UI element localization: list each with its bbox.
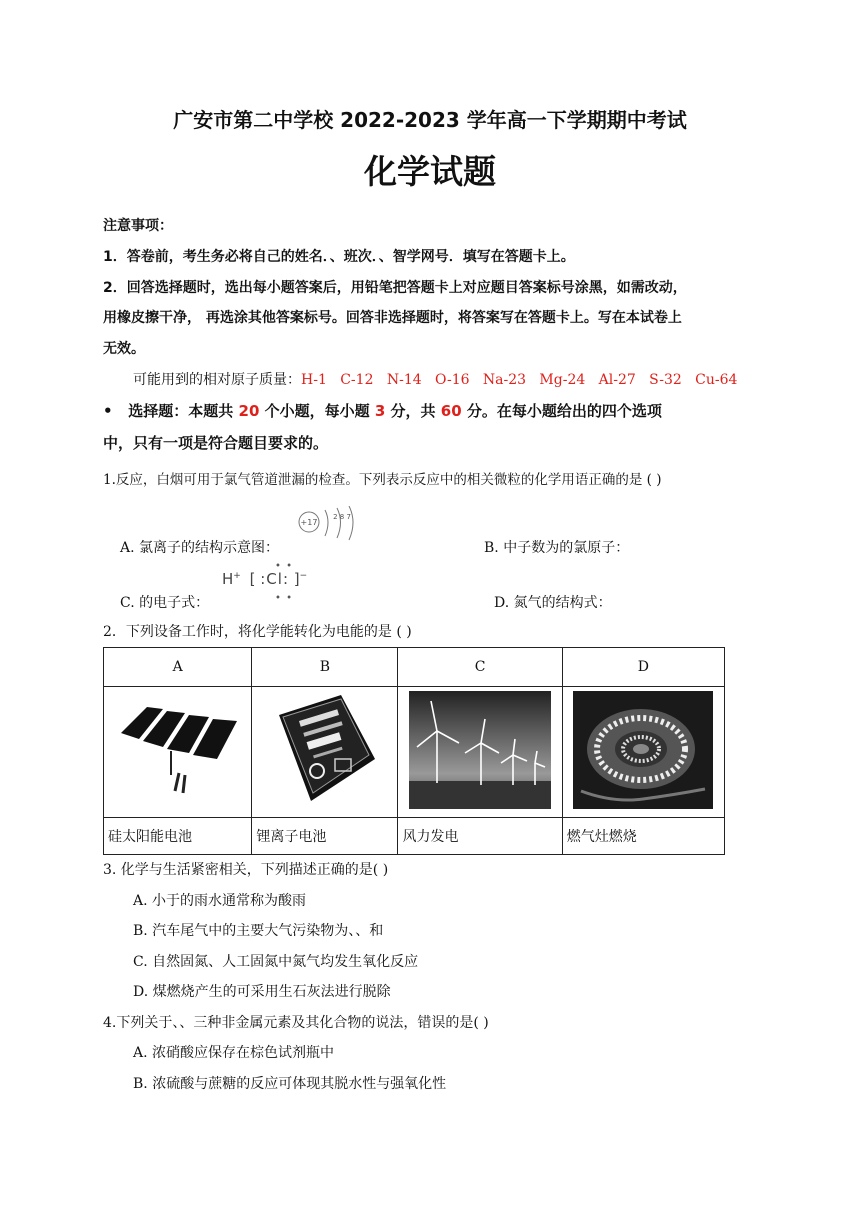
table-image-cell-a (104, 687, 252, 818)
wind-turbine-icon (409, 691, 551, 809)
atomic-mass-s: S-32 (649, 372, 682, 388)
notice-item-2-line-1: 2．回答选择题时，选出每小题答案后，用铅笔把答题卡上对应题目答案标号涂黑，如需改动， (103, 280, 687, 296)
gas-stove-icon (573, 691, 713, 809)
table-header-c: C (398, 648, 562, 687)
section-text-3: 分，共 (390, 402, 436, 420)
atomic-masses-line (133, 369, 737, 389)
table-header-a: A (104, 648, 252, 687)
table-caption-d: 燃气灶燃烧 (562, 818, 724, 855)
formula-cl: :Cl: (260, 570, 289, 588)
table-image-cell-b (252, 687, 398, 818)
question-4-option-a: A. 浓硝酸应保存在棕色试剂瓶中 (133, 1045, 335, 1061)
section-text-1: 选择题：本题共 (128, 402, 234, 420)
notice-heading: 注意事项： (103, 218, 173, 234)
formula-minus-sign: − (299, 571, 308, 581)
question-4-option-b: B. 浓硫酸与蔗糖的反应可体现其脱水性与强氧化性 (133, 1076, 447, 1092)
section-text-4: 分。在每小题给出的四个选项 (466, 402, 662, 420)
atomic-mass-mg: Mg-24 (539, 372, 586, 388)
notice-item-2-line-2: 用橡皮擦干净， 再选涂其他答案标号。回答非选择题时，将答案写在答题卡上。写在本试卷上 (103, 310, 682, 326)
formula-h: H (222, 570, 234, 588)
solar-panel-icon (113, 695, 243, 805)
atomic-mass-h: H-1 (301, 372, 327, 388)
hcl-electron-formula (222, 567, 307, 591)
table-header-b: B (252, 648, 398, 687)
exam-title: 广安市第二中学校 2022-2023 学年高一下学期期中考试 (173, 108, 687, 132)
diagram-nucleus-label: +17 (300, 518, 318, 527)
table-caption-c: 风力发电 (398, 818, 562, 855)
section-text-2: 个小题，每小题 (264, 402, 370, 420)
chloride-structure-diagram (296, 506, 366, 546)
question-3-option-c: C. 自然固氮、人工固氮中氮气均发生氧化反应 (133, 954, 419, 970)
question-2-table (103, 647, 725, 855)
question-3-option-a: A. 小于的雨水通常称为酸雨 (133, 893, 307, 909)
atomic-mass-n: N-14 (386, 372, 422, 388)
section-question-count: 20 (238, 402, 260, 420)
section-total-score: 60 (440, 402, 462, 420)
formula-dots-top: • • (275, 561, 293, 572)
atomic-mass-al: Al-27 (598, 372, 636, 388)
question-2-stem: 2．下列设备工作时，将化学能转化为电能的是 ( ) (103, 624, 412, 640)
table-image-cell-c (398, 687, 562, 818)
atomic-mass-c: C-12 (340, 372, 374, 388)
table-image-cell-d (562, 687, 724, 818)
formula-dots-bottom: • • (275, 593, 293, 604)
formula-bracket-close: ] (293, 570, 300, 588)
subject-title: 化学试题 (364, 152, 496, 191)
question-3-option-b: B. 汽车尾气中的主要大气污染物为、、和 (133, 923, 384, 939)
question-1-stem: 1.反应，白烟可用于氯气管道泄漏的检查。下列表示反应中的相关微粒的化学用语正确的是 ( ) (103, 472, 662, 488)
atomic-masses-label: 可能用到的相对原子质量： (133, 372, 301, 388)
section-heading-line-1 (103, 400, 662, 421)
section-question-score: 3 (374, 402, 386, 420)
question-3-option-d: D. 煤燃烧产生的可采用生石灰法进行脱除 (133, 984, 391, 1000)
section-bullet: • (103, 402, 113, 420)
question-1-option-b: B. 中子数为的氯原子： (484, 540, 630, 556)
question-1-option-a: A. 氯离子的结构示意图： (120, 540, 280, 556)
question-1-option-d: D. 氮气的结构式： (494, 595, 612, 611)
formula-plus-sign: + (233, 571, 241, 581)
question-1-option-c: C. 的电子式： (120, 595, 210, 611)
atomic-mass-o: O-16 (435, 372, 470, 388)
notice-item-2-line-3: 无效。 (103, 341, 145, 357)
question-4-stem: 4.下列关于、、三种非金属元素及其化合物的说法，错误的是( ) (103, 1015, 489, 1031)
notice-item-1: 1．答卷前，考生务必将自己的姓名．、班次．、智学网号．填写在答题卡上。 (103, 249, 575, 265)
question-3-stem: 3. 化学与生活紧密相关，下列描述正确的是( ) (103, 862, 389, 878)
battery-icon (265, 693, 385, 808)
diagram-shell-label: 2 8 7 (333, 513, 351, 521)
table-header-d: D (562, 648, 724, 687)
table-caption-a: 硅太阳能电池 (104, 818, 252, 855)
atomic-mass-cu: Cu-64 (695, 372, 738, 388)
atomic-mass-na: Na-23 (482, 372, 527, 388)
table-caption-b: 锂离子电池 (252, 818, 398, 855)
section-heading-line-2: 中，只有一项是符合题目要求的。 (103, 434, 329, 452)
formula-bracket-open: [ (249, 570, 256, 588)
